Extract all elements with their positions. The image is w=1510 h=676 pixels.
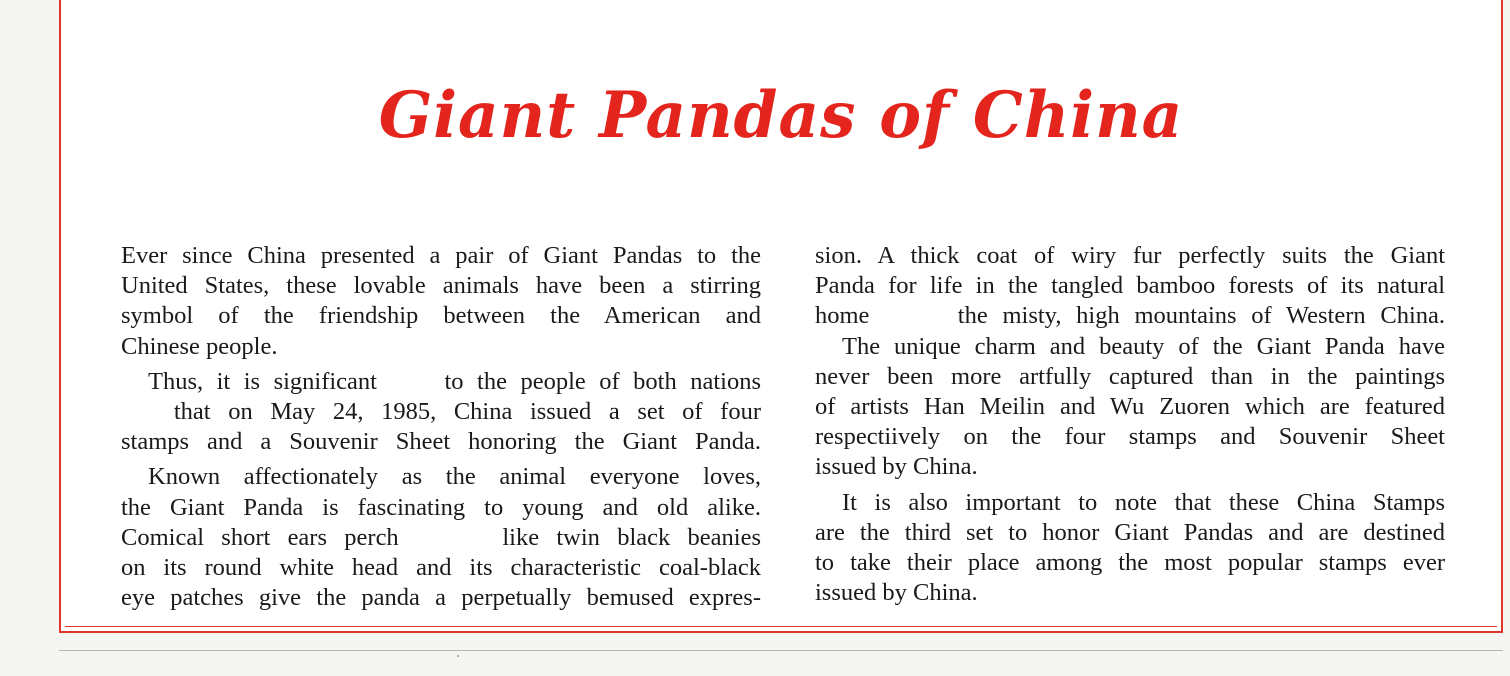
text-line: Ever since China presented a pair of Giant Pandas to the xyxy=(121,242,761,269)
text-line: home the misty, high mountains of Western China. xyxy=(815,302,1445,330)
text-line: sion. A thick coat of wiry fur perfectly suits the Giant xyxy=(815,242,1445,269)
text-line: that on May 24, 1985, China issued a set of four xyxy=(121,398,761,426)
border-inner-line xyxy=(65,626,1497,627)
text-line: Panda for life in the tangled bamboo forests of its natural xyxy=(815,272,1445,300)
text-line: symbol of the friendship between the American and xyxy=(121,302,761,330)
dust-speck xyxy=(457,655,459,657)
text-line: the Giant Panda is fascinating to young and old alike. xyxy=(121,493,761,521)
right-text-column xyxy=(815,241,1445,608)
page-edge-line xyxy=(59,650,1503,651)
text-line: never been more artfully captured than in the paintings xyxy=(815,362,1445,390)
text-line: stamps and a Souvenir Sheet honoring the Giant Panda. xyxy=(121,428,761,456)
text-line: The unique charm and beauty of the Giant Panda have xyxy=(842,332,1445,360)
text-line: to take their place among the most popular stamps ever xyxy=(815,549,1445,577)
text-line: eye patches give the panda a perpetually bemused expres- xyxy=(121,584,761,612)
text-line: of artists Han Meilin and Wu Zuoren which are featured xyxy=(815,393,1445,421)
left-text-column xyxy=(121,241,761,613)
text-line: on its round white head and its characteristic coal-black xyxy=(121,554,761,582)
text-line: respectiively on the four stamps and Souvenir Sheet xyxy=(815,423,1445,451)
text-line: It is also important to note that these China Stamps xyxy=(842,488,1445,516)
text-line: Comical short ears perch like twin black beanies xyxy=(121,523,761,551)
page-title: Giant Pandas of China xyxy=(378,78,1184,153)
text-line: issued by China. xyxy=(815,579,978,607)
text-line: Thus, it is significant to the people of both nations xyxy=(148,367,761,395)
text-line: Chinese people. xyxy=(121,332,278,360)
text-line: Known affectionately as the animal everyone loves, xyxy=(148,463,761,491)
text-line: United States, these lovable animals have been a stirring xyxy=(121,272,761,300)
text-line: issued by China. xyxy=(815,453,978,481)
text-line: are the third set to honor Giant Pandas and are destined xyxy=(815,518,1445,546)
